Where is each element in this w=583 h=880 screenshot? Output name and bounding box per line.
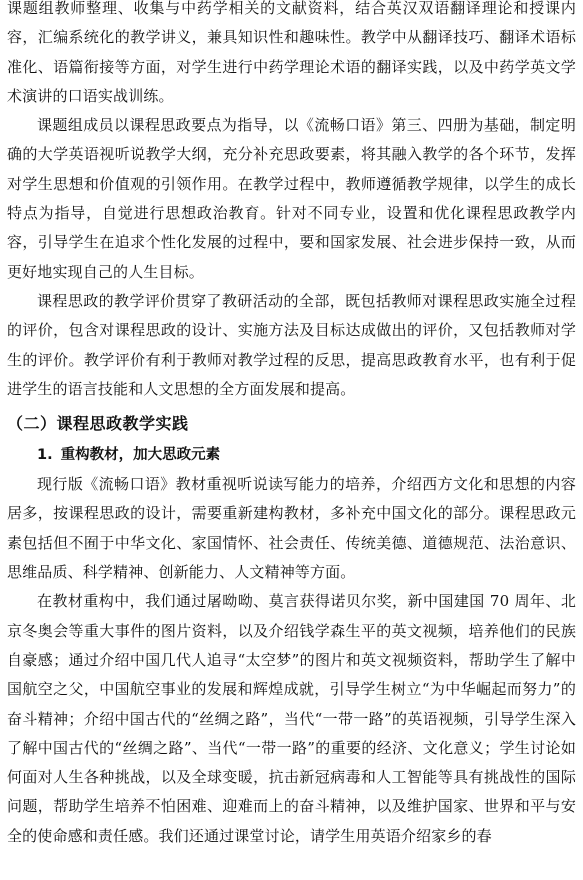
sub-heading-text: 重构教材，加大思政元素 (60, 447, 221, 464)
paragraph-textbook-reconstruction: 现行版《流畅口语》教材重视听说读写能力的培养，介绍西方文化和思想的内容居多，按课程思政的设计，需要重新建构教材，多补充中国文化的部分。课程思政元素包括但不囿于中华文化、家国情怀、社会责任、传统美德、道德规范、法治意识、思维品质、科学精神、创新能力、人文精神等方面。 (7, 475, 576, 582)
paragraph-textbook-materials: 课题组教师整理、收集与中药学相关的文献资料，结合英汉双语翻译理论和授课内容，汇编系统化的教学讲义，兼具知识性和趣味性。教学中从翻译技巧、翻译术语标准化、语篇衔接等方面，对学生进行中药学理论术语的翻译实践，以及中药学英文学术演讲的口语实战训练。 (7, 0, 576, 105)
paragraph-teaching-evaluation: 课程思政的教学评价贯穿了教研活动的全部，既包括教师对课程思政实施全过程的评价，包含对课程思政的设计、实施方法及目标达成做出的评价，又包括教师对学生的评价。教学评价有利于教师对教学过程的反思，提高思政教育水平，也有利于促进学生的语言技能和人文思想的全方面发展和提高。 (7, 291, 576, 398)
sub-heading (7, 440, 576, 470)
paragraph-syllabus-design: 课题组成员以课程思政要点为指导，以《流畅口语》第三、四册为基础，制定明确的大学英语视听说教学大纲，充分补充思政要素，将其融入教学的各个环节，发挥对学生思想和价值观的引领作用。在教学过程中，教师遵循教学规律，以学生的成长特点为指导，自觉进行思想政治教育。针对不同专业，设置和优化课程思政教学内容，引导学生在追求个性化发展的过程中，要和国家发展、社会进步保持一致，从而更好地实现自己的人生目标。 (7, 116, 576, 281)
sub-heading-number: 1. (37, 447, 53, 464)
paragraph-reconstruction-examples: 在教材重构中，我们通过屠呦呦、莫言获得诺贝尔奖，新中国建国 70 周年、北京冬奥会等重大事件的图片资料，以及介绍钱学森生平的英文视频，培养他们的民族自豪感；通过介绍中国几代人追寻“太空梦”的图片和英文视频资料，帮助学生了解中国航空之父，中国航空事业的发展和辉煌成就，引导学生树立“为中华崛起而努力”的奋斗精神；介绍中国古代的“丝绸之路”，当代“一带一路”的英语视频，引导学生深入了解中国古代的“丝绸之路”、当代“一带一路”的重要的经济、文化意义；学生讨论如何面对人生各种挑战，以及全球变暖，抗击新冠病毒和人工智能等具有挑战性的国际问题，帮助学生培养不怕困难、迎难而上的奋斗精神，以及维护国家、世界和平与安全的使命感和责任感。我们还通过课堂讨论，请学生用英语介绍家乡的春 (7, 592, 576, 845)
section-heading: （二）课程思政教学实践 (7, 414, 189, 434)
